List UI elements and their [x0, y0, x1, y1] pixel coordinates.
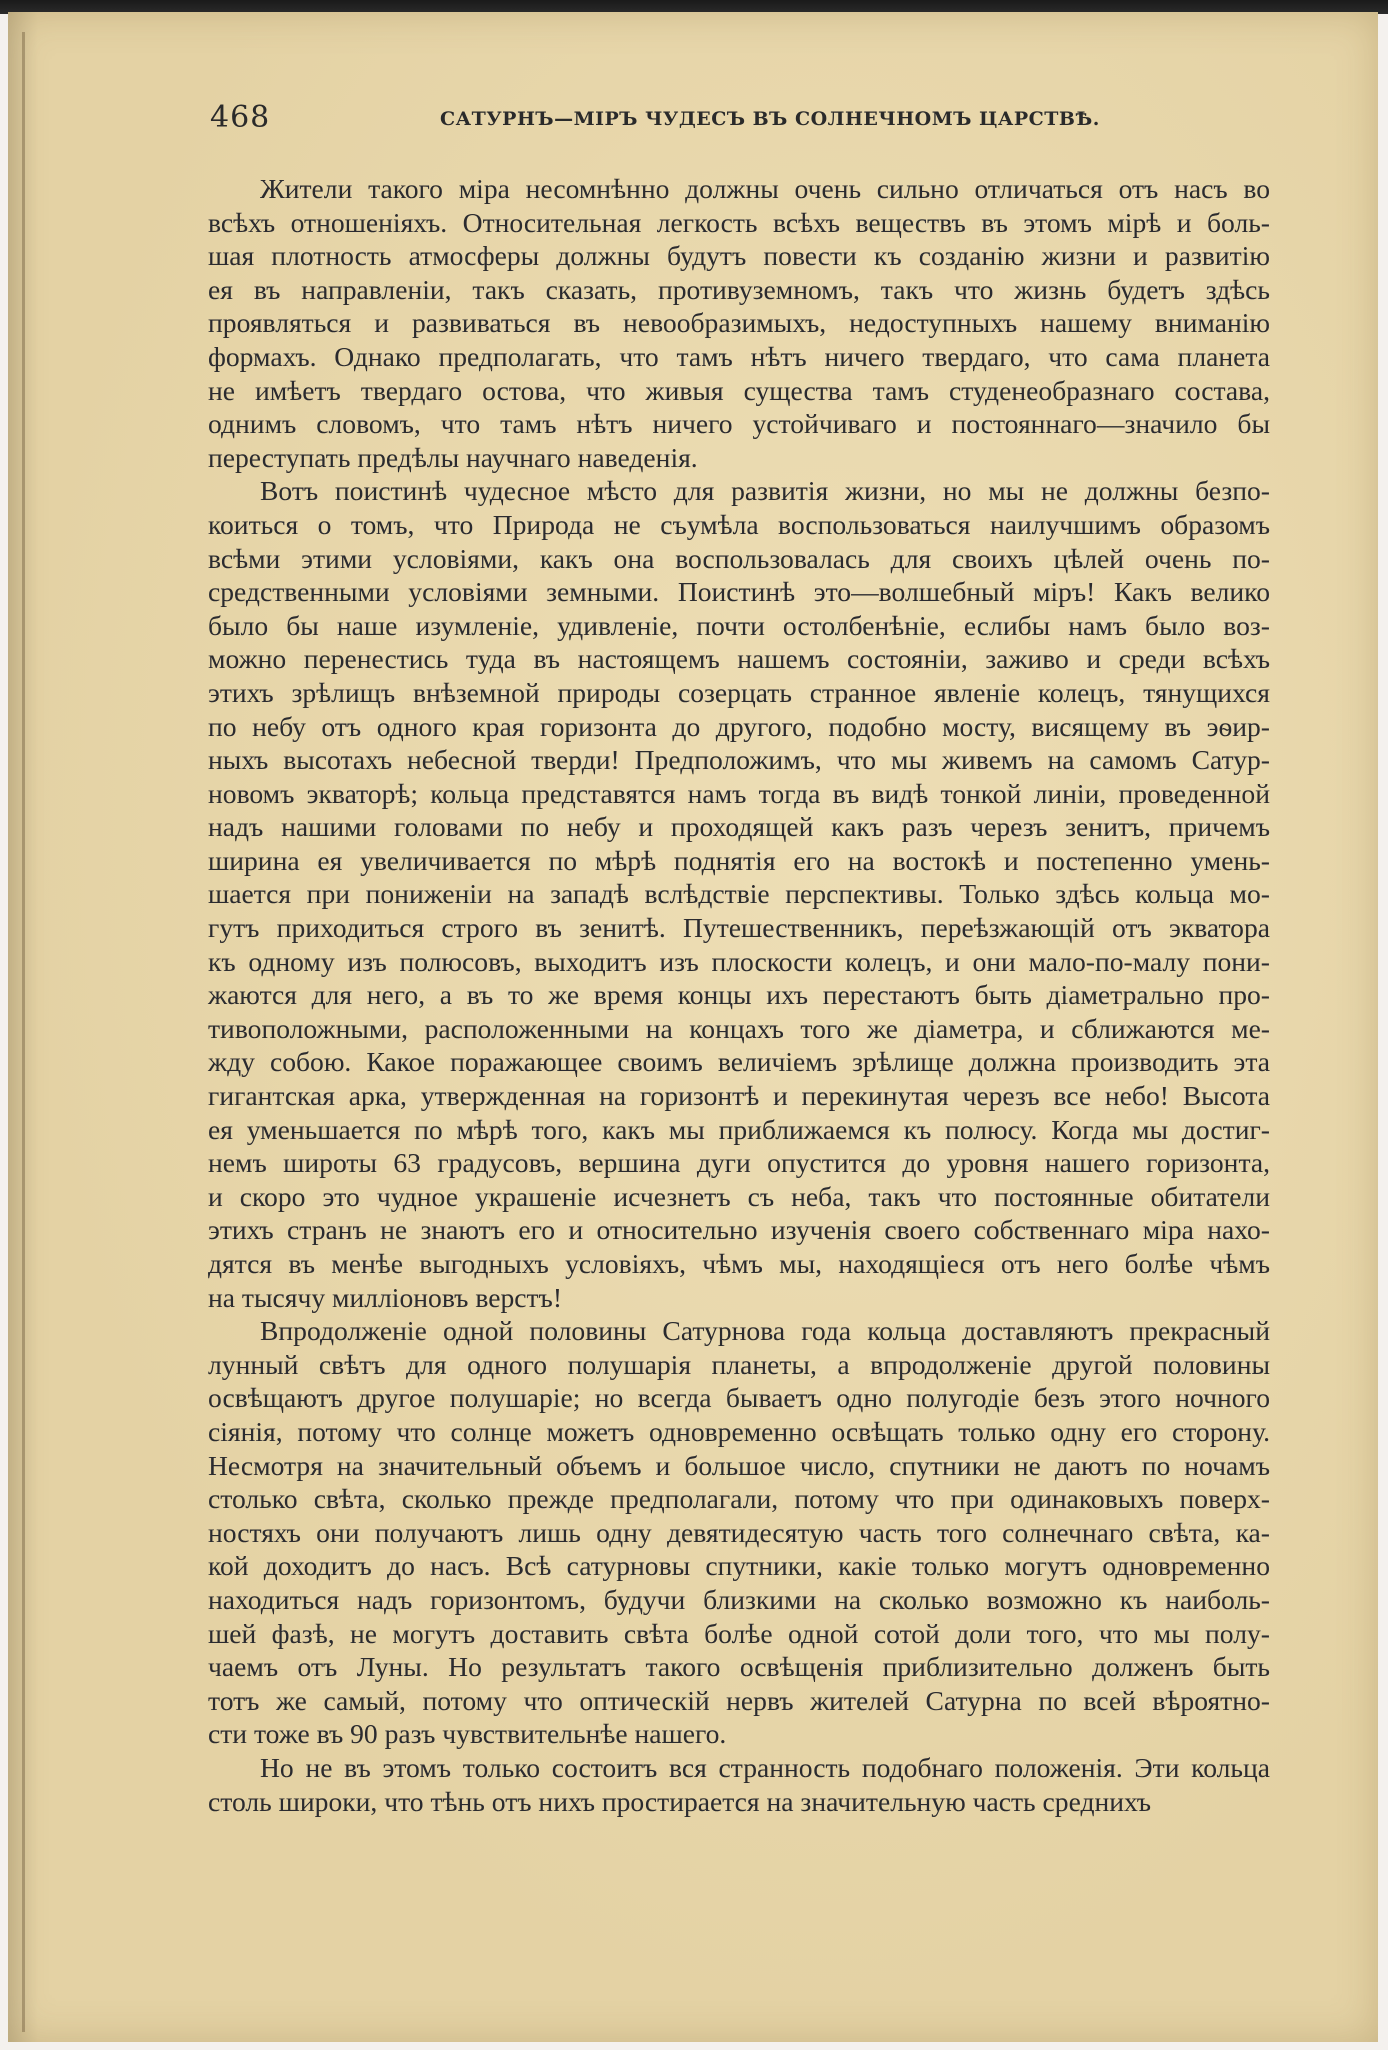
body-text [208, 172, 1270, 1818]
text-line: чаемъ отъ Луны. Но результатъ такого освѣщенія приблизительно долженъ быть [208, 1651, 1270, 1683]
text-line: находиться надъ горизонтомъ, будучи близкими на сколько возможно къ наиболь- [208, 1583, 1270, 1615]
text-line: сіянія, потому что солнце можетъ одновременно освѣщать только одну его сторону. [208, 1415, 1270, 1447]
text-line: однимъ словомъ, что тамъ нѣтъ ничего устойчиваго и постояннаго—значило бы [208, 408, 1270, 440]
text-line: Несмотря на значительный объемъ и большое число, спутники не даютъ по ночамъ [208, 1449, 1270, 1481]
text-line: по небу отъ одного края горизонта до другого, подобно мосту, висящему въ эѳир- [208, 710, 1270, 742]
text-line: къ одному изъ полюсовъ, выходитъ изъ плоскости колецъ, и они мало-по-малу пони- [208, 945, 1270, 977]
text-line: ея въ направленіи, такъ сказать, противуземномъ, такъ что жизнь будетъ здѣсь [208, 273, 1270, 305]
text-line: было бы наше изумленіе, удивленіе, почти остолбенѣніе, еслибы намъ было воз- [208, 609, 1270, 641]
text-line: Но не въ этомъ только состоитъ вся странность подобнаго положенія. Эти кольца [260, 1751, 1270, 1783]
paragraph [208, 474, 1270, 1314]
text-line: шая плотность атмосферы должны будутъ повести къ созданію жизни и развитію [208, 240, 1270, 272]
text-line: формахъ. Однако предполагать, что тамъ нѣтъ ничего твердаго, что сама планета [208, 340, 1270, 372]
text-line: этихъ зрѣлищъ внѣземной природы созерцать странное явленіе колецъ, тянущихся [208, 676, 1270, 708]
text-line: кой доходитъ до насъ. Всѣ сатурновы спутники, какіе только могутъ одновременно [208, 1550, 1270, 1582]
text-line: ностяхъ они получаютъ лишь одну девятидесятую часть того солнечнаго свѣта, ка- [208, 1516, 1270, 1548]
text-line: Впродолженіе одной половины Сатурнова года кольца доставляютъ прекрасный [260, 1315, 1270, 1347]
text-line: переступать предѣлы научнаго наведенія. [208, 441, 698, 473]
running-title: САТУРНЪ—МІРЪ ЧУДЕСЪ ВЪ СОЛНЕЧНОМЪ ЦАРСТВѢ. [440, 108, 1100, 130]
text-line: сти тоже въ 90 разъ чувствительнѣе нашего. [208, 1718, 727, 1750]
text-line: гутъ приходиться строго въ зенитѣ. Путешественникъ, переѣзжающій отъ экватора [208, 912, 1270, 944]
text-line: тивоположными, расположенными на концахъ того же діаметра, и сближаются ме- [208, 1012, 1270, 1044]
text-line: гигантская арка, утвержденная на горизонтѣ и перекинутая черезъ все небо! Высота [208, 1080, 1270, 1112]
text-line: надъ нашими головами по небу и проходящей какъ разъ черезъ зенитъ, причемъ [208, 811, 1270, 843]
text-line: всѣми этими условіями, какъ она воспользовалась для своихъ цѣлей очень по- [208, 542, 1270, 574]
text-line: Жители такого міра несомнѣнно должны очень сильно отличаться отъ насъ во [260, 173, 1270, 204]
text-line: Вотъ поистинѣ чудесное мѣсто для развитія жизни, но мы не должны безпо- [260, 475, 1270, 507]
page-header [210, 100, 1270, 140]
text-line: шей фазѣ, не могутъ доставить свѣта болѣе одной сотой доли того, что мы полу- [208, 1617, 1270, 1649]
text-line: освѣщаютъ другое полушаріе; но всегда бываетъ одно полугодіе безъ этого ночного [208, 1382, 1270, 1414]
text-line: ея уменьшается по мѣрѣ того, какъ мы приближаемся къ полюсу. Когда мы достиг- [208, 1113, 1270, 1145]
text-line: немъ широты 63 градусовъ, вершина дуги опустится до уровня нашего горизонта, [208, 1147, 1270, 1179]
binding-gutter [22, 32, 25, 2032]
text-line: на тысячу милліоновъ верстъ! [208, 1281, 563, 1313]
text-line: жаются для него, а въ то же время концы ихъ перестаютъ быть діаметрально про- [208, 979, 1270, 1011]
text-line: коиться о томъ, что Природа не съумѣла воспользоваться наилучшимъ образомъ [208, 508, 1270, 540]
text-line: ныхъ высотахъ небесной тверди! Предположимъ, что мы живемъ на самомъ Сатур- [208, 744, 1270, 776]
text-line: проявляться и развиваться въ невообразимыхъ, недоступныхъ нашему вниманію [208, 307, 1270, 339]
text-line: лунный свѣтъ для одного полушарія планеты, а впродолженіе другой половины [208, 1348, 1270, 1380]
text-line: столь широки, что тѣнь отъ нихъ простирается на значительную часть среднихъ [208, 1785, 1152, 1817]
paragraph [208, 172, 1270, 474]
paragraph [208, 1314, 1270, 1751]
text-line: можно перенестись туда въ настоящемъ нашемъ состояніи, заживо и среди всѣхъ [208, 643, 1270, 675]
text-line: тотъ же самый, потому что оптическій нервъ жителей Сатурна по всей вѣроятно- [208, 1684, 1270, 1716]
text-line: новомъ экваторѣ; кольца представятся намъ тогда въ видѣ тонкой линіи, проведенной [208, 777, 1270, 809]
text-line: средственными условіями земными. Поистинѣ это—волшебный міръ! Какъ велико [208, 576, 1270, 608]
text-line: жду собою. Какое поражающее своимъ величіемъ зрѣлище должна производить эта [208, 1046, 1270, 1078]
text-line: не имѣетъ твердаго остова, что живыя существа тамъ студенеобразнаго состава, [208, 374, 1270, 406]
text-line: столько свѣта, сколько прежде предполагали, потому что при одинаковыхъ поверх- [208, 1483, 1270, 1515]
text-line: и скоро это чудное украшеніе исчезнетъ съ неба, такъ что постоянные обитатели [208, 1180, 1270, 1212]
paragraph [208, 1751, 1270, 1818]
text-line: всѣхъ отношеніяхъ. Относительная легкость всѣхъ веществъ въ этомъ мірѣ и боль- [208, 206, 1270, 238]
text-line: этихъ странъ не знаютъ его и относительно изученія своего собственнаго міра нахо- [208, 1214, 1270, 1246]
text-line: дятся въ менѣе выгодныхъ условіяхъ, чѣмъ мы, находящіеся отъ него болѣе чѣмъ [208, 1248, 1270, 1279]
text-line: шается при пониженіи на западѣ вслѣдствіе перспективы. Только здѣсь кольца мо- [208, 878, 1270, 910]
text-line: ширина ея увеличивается по мѣрѣ поднятія его на востокѣ и постепенно умень- [208, 844, 1270, 876]
page-number: 468 [210, 100, 271, 135]
